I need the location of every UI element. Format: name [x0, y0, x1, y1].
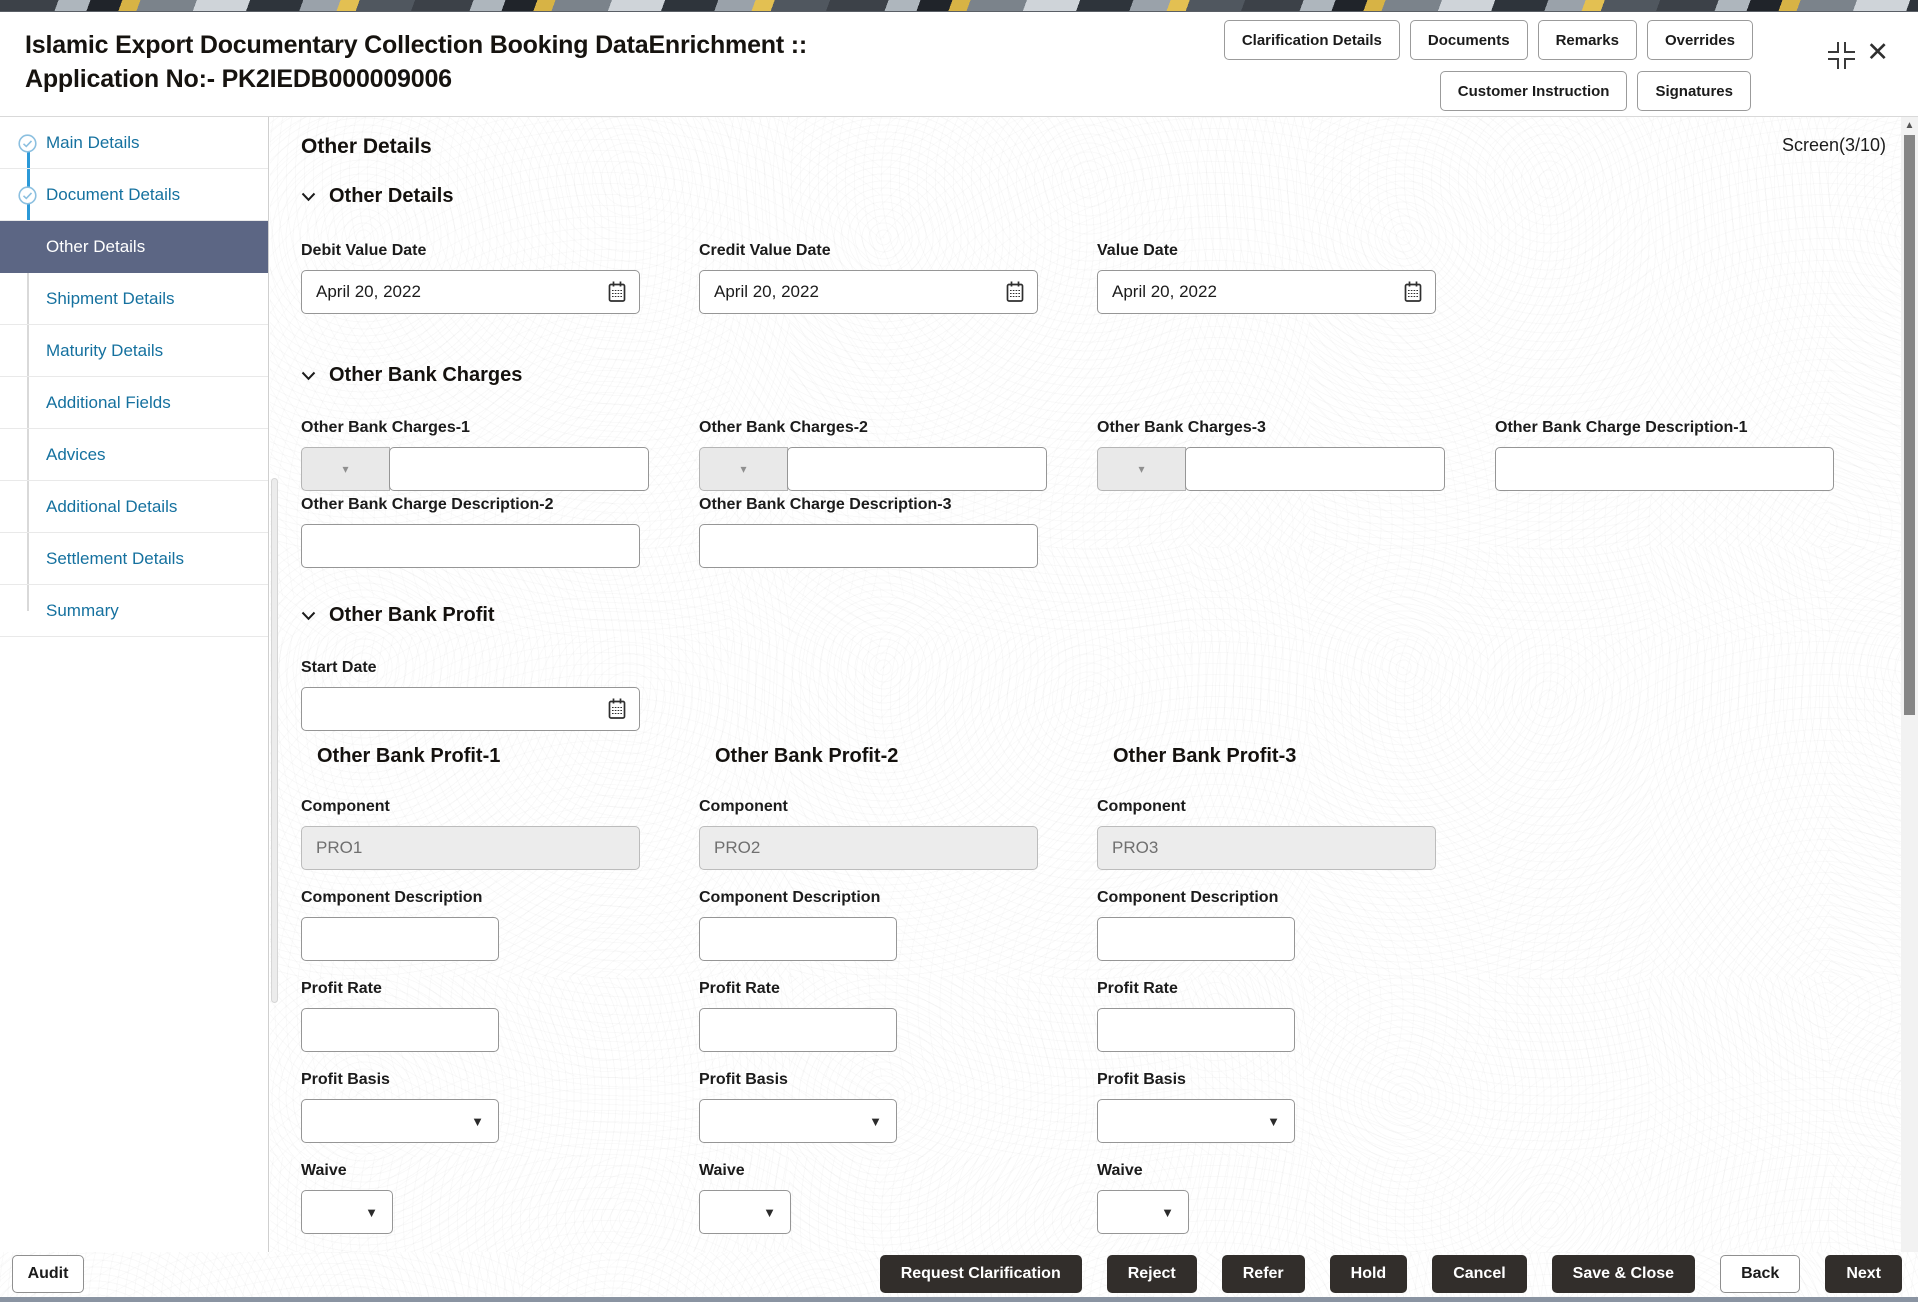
profit-basis-row [301, 1071, 1886, 1143]
field-waive-2 [699, 1162, 1097, 1234]
next-button[interactable]: Next [1825, 1255, 1902, 1293]
profit-basis-2-select[interactable] [699, 1099, 897, 1143]
start-date-input[interactable] [301, 687, 640, 731]
section-title: Other Bank Profit [329, 604, 495, 626]
field-waive-1 [301, 1162, 699, 1234]
chevron-down-icon: ▼ [869, 1114, 882, 1129]
field-debit-value-date [301, 242, 699, 314]
section-other-bank-profit-header[interactable] [301, 604, 1886, 627]
sidebar-item-summary[interactable] [0, 585, 268, 637]
step-completed-icon [18, 186, 37, 205]
chevron-down-icon [301, 192, 316, 202]
waive-2-select[interactable] [699, 1190, 791, 1234]
field-label: Credit Value Date [699, 242, 831, 259]
field-other-bank-charge-description-2 [301, 496, 699, 568]
sidebar-item-label: Additional Fields [46, 392, 171, 412]
page-head [301, 117, 1886, 159]
credit-value-date-input[interactable] [699, 270, 1038, 314]
step-pending-icon [18, 498, 37, 517]
section-other-details-header[interactable] [301, 185, 1886, 208]
charge-currency-select[interactable] [301, 447, 390, 491]
profit-rate-1-input[interactable] [301, 1008, 499, 1052]
other-bank-charges-3-input[interactable] [1185, 447, 1445, 491]
sidebar-item-label: Document Details [46, 184, 181, 204]
profit-basis-1-select[interactable] [301, 1099, 499, 1143]
component-row [301, 798, 1886, 870]
field-label: Other Bank Charge Description-1 [1495, 419, 1748, 436]
field-label: Profit Basis [301, 1071, 390, 1088]
chevron-down-icon: ▼ [1267, 1114, 1280, 1129]
other-bank-charges-2-input[interactable] [787, 447, 1047, 491]
field-component-1 [301, 798, 699, 870]
waive-row [301, 1162, 1886, 1234]
scrollbar-thumb[interactable] [1904, 135, 1915, 715]
field-label: Other Bank Charges-2 [699, 419, 868, 436]
field-credit-value-date [699, 242, 1097, 314]
waive-3-select[interactable] [1097, 1190, 1189, 1234]
field-label: Component [699, 798, 788, 815]
step-pending-icon [18, 550, 37, 569]
field-label: Waive [1097, 1162, 1143, 1179]
other-bank-charge-description-2-input[interactable] [301, 524, 640, 568]
sidebar-item-main-details[interactable] [0, 117, 268, 169]
footer-bar [0, 1252, 1918, 1297]
component-2-input [699, 826, 1038, 870]
charge-currency-select[interactable] [699, 447, 788, 491]
component-description-row [301, 889, 1886, 961]
field-label: Profit Rate [301, 980, 382, 997]
field-label: Component Description [301, 889, 483, 906]
field-label: Other Bank Charges-3 [1097, 419, 1266, 436]
collapse-icon-corner [1844, 58, 1855, 69]
component-3-input [1097, 826, 1436, 870]
screen-indicator: Screen(3/10) [1781, 135, 1886, 155]
field-other-bank-charge-description-3 [699, 496, 1097, 568]
chevron-down-icon [301, 371, 316, 381]
documents-button[interactable]: Documents [1410, 20, 1528, 60]
step-pending-icon [18, 446, 37, 465]
field-label: Component [301, 798, 390, 815]
field-label: Other Bank Charge Description-2 [301, 496, 554, 513]
field-component-3 [1097, 798, 1495, 870]
sidebar-item-label: Shipment Details [46, 288, 175, 308]
footer-actions [880, 1255, 1902, 1293]
refer-button[interactable]: Refer [1222, 1255, 1305, 1293]
field-profit-rate-1 [301, 980, 699, 1052]
waive-1-select[interactable] [301, 1190, 393, 1234]
chevron-down-icon: ▾ [342, 462, 349, 476]
browser-theme-strip [0, 0, 1918, 12]
sidebar-step-nav [0, 117, 269, 1252]
sidebar-item-maturity-details[interactable] [0, 325, 268, 377]
header-actions-row2 [1440, 71, 1751, 111]
field-label: Component [1097, 798, 1186, 815]
profit-column-heading: Other Bank Profit-2 [715, 745, 899, 767]
other-bank-charges-1-input[interactable] [389, 447, 649, 491]
customer-instruction-button[interactable]: Customer Instruction [1440, 71, 1628, 111]
field-component-description-2 [699, 889, 1097, 961]
bottom-window-edge [0, 1297, 1918, 1302]
profit-rate-2-input[interactable] [699, 1008, 897, 1052]
remarks-button[interactable]: Remarks [1538, 20, 1637, 60]
charge-descriptions-row [301, 496, 1886, 568]
main-content [270, 117, 1901, 1252]
close-icon[interactable]: ✕ [1866, 37, 1889, 67]
profit-headings-row [301, 745, 1886, 768]
field-waive-3 [1097, 1162, 1495, 1234]
field-label: Waive [699, 1162, 745, 1179]
collapse-icon[interactable] [1828, 42, 1857, 71]
field-profit-basis-1 [301, 1071, 699, 1143]
field-other-bank-charges-3 [1097, 419, 1495, 491]
signatures-button[interactable]: Signatures [1637, 71, 1751, 111]
step-pending-icon [18, 394, 37, 413]
other-bank-charge-description-3-input[interactable] [699, 524, 1038, 568]
charge-currency-select[interactable] [1097, 447, 1186, 491]
step-pending-icon [18, 342, 37, 361]
other-bank-charge-description-1-input[interactable] [1495, 447, 1834, 491]
field-label: Start Date [301, 659, 377, 676]
step-current-icon [18, 238, 37, 257]
sidebar-item-additional-details[interactable] [0, 481, 268, 533]
back-button[interactable]: Back [1720, 1255, 1800, 1293]
field-label: Component Description [699, 889, 881, 906]
section-other-bank-charges-header[interactable] [301, 364, 1886, 387]
field-other-bank-charges-1 [301, 419, 699, 491]
sidebar-item-label: Advices [46, 444, 106, 464]
step-pending-icon [18, 290, 37, 309]
field-label: Component Description [1097, 889, 1279, 906]
sidebar-item-advices[interactable] [0, 429, 268, 481]
clarification-details-button[interactable]: Clarification Details [1224, 20, 1400, 60]
value-date-input[interactable] [1097, 270, 1436, 314]
profit-column-heading: Other Bank Profit-1 [317, 745, 501, 767]
audit-button[interactable]: Audit [12, 1255, 84, 1293]
vertical-scrollbar[interactable] [1901, 117, 1918, 1297]
request-clarification-button[interactable]: Request Clarification [880, 1255, 1082, 1293]
sidebar-item-additional-fields[interactable] [0, 377, 268, 429]
header-title-line2: Application No:- PK2IEDB000009006 [25, 65, 452, 93]
footer [0, 1252, 1918, 1302]
component-description-2-input[interactable] [699, 917, 897, 961]
component-description-3-input[interactable] [1097, 917, 1295, 961]
step-pending-icon [18, 602, 37, 621]
field-label: Waive [301, 1162, 347, 1179]
sidebar-item-label: Other Details [46, 236, 146, 256]
profit-rate-row [301, 980, 1886, 1052]
date-fields-row [301, 242, 1886, 314]
page-header-title [25, 28, 807, 96]
field-label: Other Bank Charge Description-3 [699, 496, 952, 513]
field-value-date [1097, 242, 1495, 314]
calendar-icon[interactable] [1004, 280, 1026, 309]
step-completed-icon [18, 134, 37, 153]
field-profit-rate-3 [1097, 980, 1495, 1052]
field-profit-rate-2 [699, 980, 1097, 1052]
debit-value-date-input[interactable] [301, 270, 640, 314]
profit-rate-3-input[interactable] [1097, 1008, 1295, 1052]
header-actions-row1 [1224, 20, 1753, 60]
component-1-input [301, 826, 640, 870]
calendar-icon[interactable] [606, 280, 628, 309]
field-start-date [301, 659, 1886, 731]
field-label: Profit Rate [699, 980, 780, 997]
hold-button[interactable]: Hold [1330, 1255, 1408, 1293]
inner-scrollbar[interactable] [271, 478, 278, 1003]
section-title: Other Details [329, 185, 454, 207]
sidebar-item-other-details[interactable] [0, 221, 268, 273]
collapse-icon-corner [1844, 42, 1855, 53]
chevron-down-icon: ▼ [471, 1114, 484, 1129]
save-close-button[interactable]: Save & Close [1552, 1255, 1695, 1293]
field-profit-basis-2 [699, 1071, 1097, 1143]
collapse-icon-corner [1828, 58, 1839, 69]
field-component-2 [699, 798, 1097, 870]
field-other-bank-charge-description-1 [1495, 419, 1886, 491]
field-label: Value Date [1097, 242, 1178, 259]
field-label: Debit Value Date [301, 242, 427, 259]
profit-column-heading: Other Bank Profit-3 [1113, 745, 1297, 767]
sidebar-item-label: Additional Details [46, 496, 178, 516]
field-label: Profit Basis [699, 1071, 788, 1088]
chevron-down-icon: ▼ [1161, 1205, 1174, 1220]
field-profit-basis-3 [1097, 1071, 1495, 1143]
overrides-button[interactable]: Overrides [1647, 20, 1753, 60]
chevron-down-icon: ▾ [740, 462, 747, 476]
header-title-line1: Islamic Export Documentary Collection Booking DataEnrichment :: [25, 31, 807, 59]
page-title: Other Details [301, 135, 432, 158]
sidebar-item-shipment-details[interactable] [0, 273, 268, 325]
field-label: Profit Rate [1097, 980, 1178, 997]
field-component-description-1 [301, 889, 699, 961]
chevron-down-icon: ▾ [1138, 462, 1145, 476]
field-other-bank-charges-2 [699, 419, 1097, 491]
sidebar-item-label: Settlement Details [46, 548, 184, 568]
sidebar-item-document-details[interactable] [0, 169, 268, 221]
chevron-down-icon [301, 611, 316, 621]
profit-basis-3-select[interactable] [1097, 1099, 1295, 1143]
header [0, 12, 1918, 117]
chevron-down-icon: ▼ [763, 1205, 776, 1220]
reject-button[interactable]: Reject [1107, 1255, 1197, 1293]
component-description-1-input[interactable] [301, 917, 499, 961]
collapse-icon-corner [1828, 42, 1839, 53]
calendar-icon[interactable] [606, 697, 628, 726]
sidebar-item-label: Main Details [46, 132, 140, 152]
calendar-icon[interactable] [1402, 280, 1424, 309]
sidebar-item-label: Summary [46, 600, 119, 620]
cancel-button[interactable]: Cancel [1432, 1255, 1526, 1293]
chevron-down-icon: ▼ [365, 1205, 378, 1220]
field-component-description-3 [1097, 889, 1495, 961]
field-label: Profit Basis [1097, 1071, 1186, 1088]
bank-charges-row [301, 419, 1886, 491]
section-title: Other Bank Charges [329, 364, 523, 386]
field-label: Other Bank Charges-1 [301, 419, 470, 436]
sidebar-item-settlement-details[interactable] [0, 533, 268, 585]
sidebar-item-label: Maturity Details [46, 340, 164, 360]
scroll-up-arrow[interactable]: ▲ [1904, 120, 1915, 131]
